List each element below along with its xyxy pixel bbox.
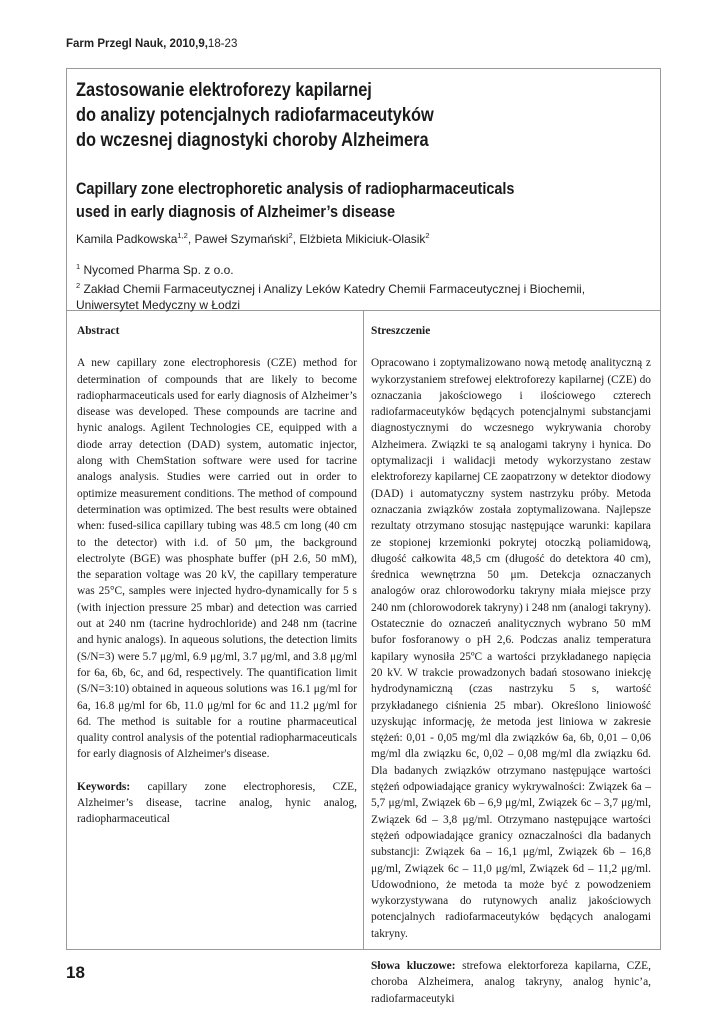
affiliation-mark: 1 xyxy=(76,262,81,271)
streszczenie-body: Opracowano i zoptymalizowano nową metodę analityczną z wykorzystaniem strefowej elektroforezy kapilarnej (CZE) do oznaczania jakościowego i ilościowego czterech radiofarmaceutyków będących potencjalnymi substancjami diagnostycznymi do wczesnego wykrywania choroby Alzheimera. Związki te są analogami takryny i hynica. Do optymalizacji i walidacji metody wykorzystano zestaw elektroforezy kapilarnej CE zaopatrzony w detektor diodowy (DAD) i automatyczny system nastrzyku próby. Metoda oznaczania związków została zoptymalizowana. Najlepsze rezultaty otrzymano stosując następujące warunki: kapilara ze stopionej krzemionki pokrytej otoczką poliamidową, długość całkowita 48,5 cm (długość do detektora 40 cm), średnica wewnętrzna 50 μm. Detekcja oznaczanych analogów oraz chlorowodorku takryny miała miejsce przy 240 nm (chlorowodorek takryny) i 248 nm (analogi takryny). Ostatecznie do oznaczeń analitycznych wybrano 50 mM bufor fosforanowy o pH 2,6. Podczas analiz temperatura kapilary wynosiła 25ºC a wartości przykładanego napięcia 20 kV. W trakcie prowadzonych badań stosowano iniekcję hydrodynamiczną (czas nastrzyku 5 s, wartość przykładanego ciśnienia 25 mbar). Określono liniowość uzyskując informację, że metoda jest liniowa w zakresie stężeń: 0,01 - 0,05 mg/ml dla związków 6a, 6b, 0,01 – 0,06 mg/ml dla związku 6c, 0,02 – 0,08 mg/ml dla związku 6d. Dla badanych związków otrzymano następujące wartości stężeń odpowiadające granicy wykrywalności: Związek 6a – 5,7 μg/ml, Związek 6b – 6,9 μg/ml, Związek 6c – 3,7 μg/ml, Związek 6d – 3,8 μg/ml. Otrzymano następujące wartości stężeń odpowiadające granicy oznaczalności dla badanych substancji: Związek 6a – 16,1 μg/ml, Związek 6b – 16,8 μg/ml, Związek 6c – 11,0 μg/ml, Związek 6d – 11,2 μg/ml. Udowodniono, że metoda ta może być z powodzeniem wykorzystywana do rutynowych analiz jakościowych potencjalnych radiofarmaceutyków będących analogami takryny. xyxy=(371,357,651,940)
title-english xyxy=(76,177,565,223)
affiliation-text: Nycomed Pharma Sp. z o.o. xyxy=(83,263,234,277)
keywords-label: Słowa kluczowe: xyxy=(371,959,456,972)
author-name: Paweł Szymański xyxy=(194,232,289,246)
journal-pages: 18-23 xyxy=(207,38,238,50)
affiliation-1 xyxy=(76,259,585,278)
title-pl-line: do wczesnej diagnostyki choroby Alzheimera xyxy=(76,129,429,151)
abstract-body: A new capillary zone electrophoresis (CZE) method for determination of compounds that are likely to become radiopharmaceuticals used for early diagnosis of Alzheimer’s disease was developed. These compounds are tacrine and hynic analogs. Agilent Technologies CE, equipped with a diode array detection (DAD) system, automatic injector, along with ChemStation software were used for tacrine analogs analysis. Studies were carried out in order to optimize measurement conditions. The method of compound determination was optimized. The best results were obtained when: fused-silica capillary tubing was 48.5 cm long (40 cm to the detector) with i.d. of 50 μm, the background electrolyte (BGE) was phosphate buffer (pH 2.6, 50 mM), the separation voltage was 20 kV, the capillary temperature was 25°C, samples were injected hydro-dynamically for 5 s (with injection pressure 25 mbar) and detection was carried out at 240 nm (tacrine hydrochloride) and 248 nm (tacrine and hynic analogs). In aqueous solutions, the detection limits (S/N=3) were 5.7 μg/ml, 6.9 μg/ml, 3.7 μg/ml, and 3.8 μg/ml for 6a, 6b, 6c, and 6d, respectively. The quantification limit (S/N=3:10) obtained in aqueous solutions was 16.1 μg/ml for 6a, 16.8 μg/ml for 6b, 11.0 μg/ml for 6c and 11.2 μg/ml for 6d. The method is suitable for a routine pharmaceutical quality control analysis of the potential radiopharmaceuticals for early diagnosis of Alzheimer's disease. xyxy=(77,357,357,761)
title-pl-line: Zastosowanie elektroforezy kapilarnej xyxy=(76,79,372,101)
streszczenie-column xyxy=(371,323,651,1023)
abstract-heading: Abstract xyxy=(77,325,120,337)
streszczenie-keywords xyxy=(371,958,651,1007)
title-en-line: used in early diagnosis of Alzheimer’s disease xyxy=(76,202,396,221)
affiliation-2-cont: Uniwersytet Medyczny w Łodzi xyxy=(76,298,241,312)
author-name: Elżbieta Mikiciuk-Olasik xyxy=(299,232,426,246)
abstract-column xyxy=(77,323,357,844)
affiliation-2 xyxy=(76,278,585,297)
author-separator: , xyxy=(187,232,195,246)
keywords-text: capillary zone electrophoresis, CZE, Alzheimer’s disease, tacrine analog, hynic analog, radiopharmaceutical xyxy=(77,780,357,826)
affiliation-text: Zakład Chemii Farmaceutycznej i Analizy Leków Katedry Chemii Farmaceutycznej i Biochemii, xyxy=(83,282,586,296)
title-en-line: Capillary zone electrophoretic analysis of radiopharmaceuticals xyxy=(76,179,515,198)
abstract-keywords xyxy=(77,779,357,828)
streszczenie-heading: Streszczenie xyxy=(371,325,431,337)
author-separator: , xyxy=(292,232,300,246)
author-name: Kamila Padkowska xyxy=(76,232,178,246)
title-pl-line: do analizy potencjalnych radiofarmaceutyków xyxy=(76,104,434,126)
affiliation-mark: 2 xyxy=(76,281,81,290)
affiliations xyxy=(76,259,585,313)
journal-reference xyxy=(66,38,237,50)
author-list xyxy=(76,231,430,246)
author-affiliation-mark: 1,2 xyxy=(177,231,188,240)
keywords-label: Keywords: xyxy=(77,780,131,793)
journal-volume: 2010,9, xyxy=(169,38,208,50)
page-number: 18 xyxy=(66,963,85,982)
keywords-text: strefowa elektorforeza kapilarna, CZE, choroba Alzheimera, analog takryny, analog hynic’a, radiofarmaceutyki xyxy=(371,959,651,1005)
author-affiliation-mark: 2 xyxy=(425,231,430,240)
column-divider xyxy=(363,310,364,950)
author-affiliation-mark: 2 xyxy=(288,231,293,240)
title-polish xyxy=(76,78,559,153)
journal-name: Farm Przegl Nauk, xyxy=(66,38,167,50)
